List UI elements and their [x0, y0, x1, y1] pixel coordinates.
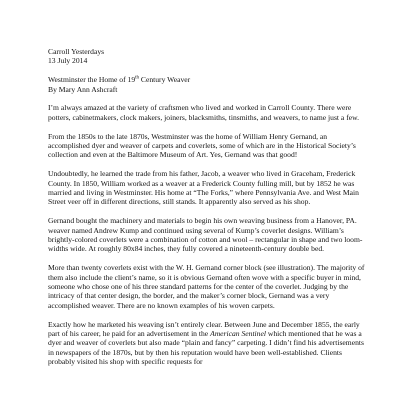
article-title-main: Westminster the Home of 19 — [48, 75, 136, 85]
publication-name: Carroll Yesterdays — [48, 47, 105, 56]
paragraph-6-start: Exactly how he marketed his weaving isn’t entirely clear. Between June and December 1855, the early part of his career, he paid for an advertisement in the — [48, 319, 360, 339]
paragraph-2: From the 1850s to the late 1870s, Westminster was the home of William Henry Gernand, an accomplished dyer and weaver of carpets and coverlets, some of which are in the Historical Society’s collection and even at the Baltimore Museum of Art. Yes, Gernand was that good! — [48, 131, 356, 160]
article-title-tail: Century Weaver — [139, 75, 191, 85]
article-title-superscript: th — [135, 75, 140, 81]
publication-date: 13 July 2014 — [48, 56, 88, 66]
paragraph-4: Gernand bought the machinery and materials to begin his own weaving business from a Hanover, PA. weaver named Andrew Kump and continued using several of Kump’s coverlet designs. William’s brightly-colored coverlets were a combination of cotton and wool – rectangular in shape and two loom-widths wide. At roughly 80x84 inches, they fully covered a nineteenth-century double bed. — [48, 216, 363, 254]
newspaper-name: American Sentinel — [210, 329, 266, 339]
paragraph-1: I’m always amazed at the variety of craftsmen who lived and worked in Carroll County. There were potters, cabinetmakers, clock makers, joiners, blacksmiths, tinsmiths, and weavers, to name just a few. — [48, 103, 359, 122]
paragraph-6 — [48, 320, 370, 367]
paragraph-3: Undoubtedly, he learned the trade from his father, Jacob, a weaver who lived in Graceham, Frederick County. In 1850, William worked as a weaver at a Frederick County fulling mill, but by 1852 he was married and living in Westminster. His home at “The Forks,” where Pennsylvania Ave. and West Main Street veer off in different directions, still stands. It apparently also served as his shop. — [48, 169, 359, 207]
article-byline: By Mary Ann Ashcraft — [48, 84, 118, 94]
paragraph-6-end: which mentioned that he was a dyer and weaver of coverlets but also made “plain and fancy” carpeting. I didn’t find his advertisements in newspapers of the 1870s, but by then his reputation would have been well-established. Clients probably visited his shop with specific requests for — [48, 329, 364, 367]
paragraph-5: More than twenty coverlets exist with the W. H. Gernand corner block (see illustration). The majority of them also include the client’s name, so it is obvious Gernand often wove with a specific buyer in mind, someone who chose one of his three standard patterns for the center of the coverlet. Judging by the intricacy of that center design, the border, and the maker’s corner block, Gernand was a very accomplished weaver. There are no known examples of his woven carpets. — [48, 263, 365, 310]
article-title — [48, 75, 370, 84]
